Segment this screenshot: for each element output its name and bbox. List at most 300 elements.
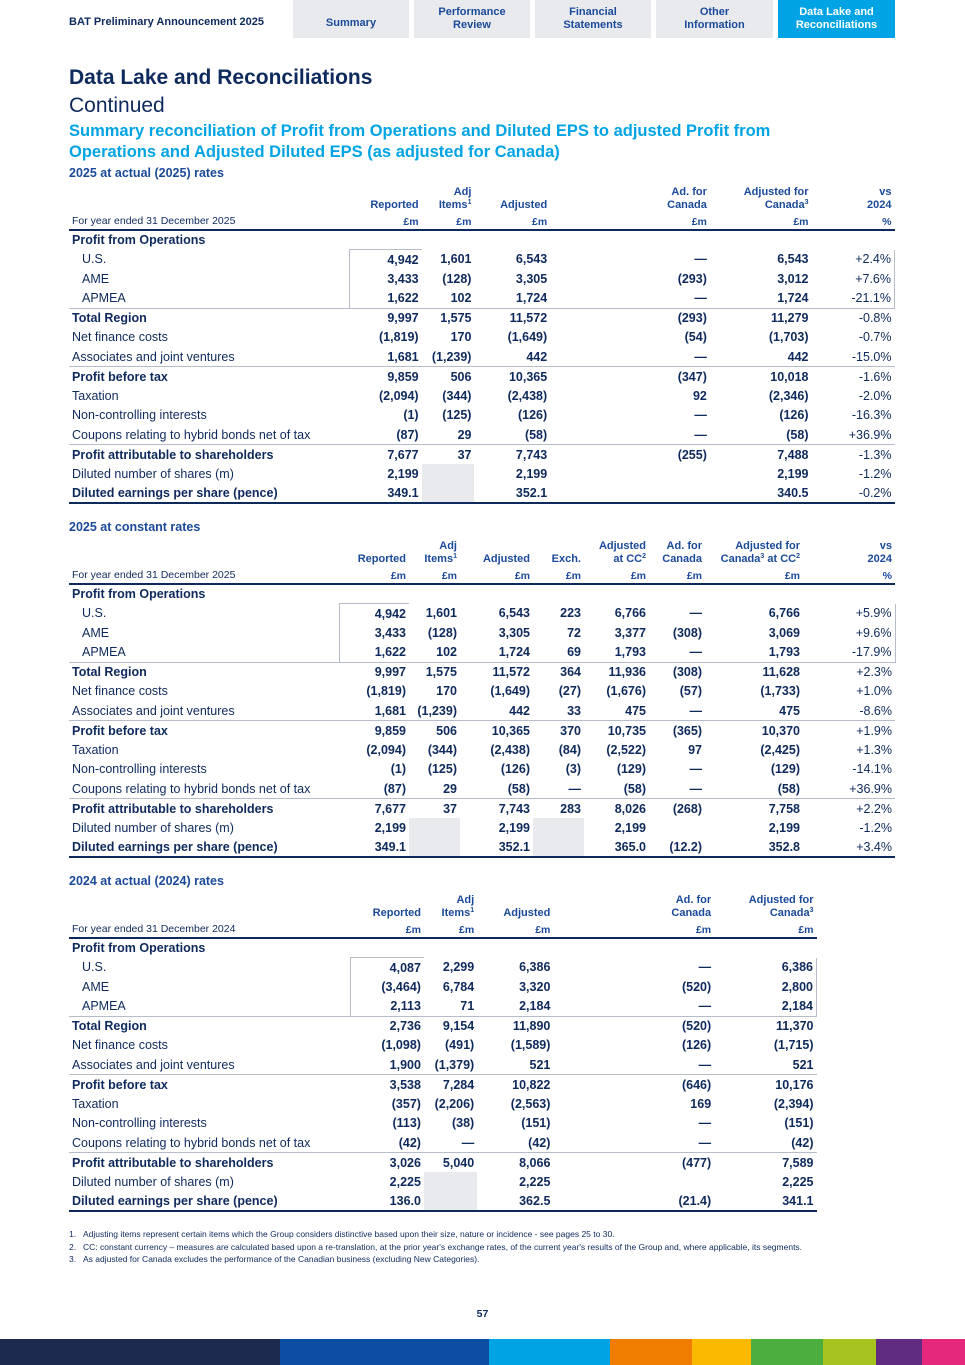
table-row: [69, 464, 895, 484]
row-label: Coupons relating to hybrid bonds net of tax: [69, 779, 339, 799]
cell-can: —: [550, 347, 710, 367]
table-row: [69, 779, 895, 799]
cell-adjd: 521: [477, 1055, 553, 1075]
col-adj: Adj: [439, 540, 457, 552]
table-row: [69, 1153, 817, 1173]
cell-afc: 2,800: [714, 977, 816, 997]
cell-afc: 6,543: [777, 252, 809, 267]
empty-cell: [349, 230, 422, 250]
row-label: Non-controlling interests: [72, 408, 207, 423]
cell-can: [550, 464, 710, 484]
cell-adj: [424, 1172, 477, 1192]
cell-afc: 10,176: [775, 1077, 814, 1092]
col-reported: Reported: [370, 199, 419, 211]
footnote-ref: 3: [760, 553, 765, 560]
cell-adjd: 442: [460, 701, 533, 721]
cell-adj: 29: [409, 779, 460, 799]
tab-financial-statements[interactable]: [535, 0, 651, 38]
tab-summary[interactable]: [293, 0, 409, 38]
cell-cc: (2,522): [606, 742, 646, 757]
cell-can: —: [698, 1116, 712, 1131]
cell-adj: [422, 464, 475, 484]
cell-rep: (1): [403, 408, 419, 423]
table-row: [69, 760, 895, 780]
empty-cell: [422, 230, 475, 250]
cell-rep: 4,942: [339, 604, 409, 624]
row-label: U.S.: [82, 606, 107, 621]
row-label: Taxation: [72, 1096, 119, 1111]
row-label: Non-controlling interests: [72, 762, 207, 777]
top-navigation: [0, 0, 965, 38]
cell-rep: 3,026: [351, 1153, 424, 1173]
cell-rep: 3,538: [389, 1077, 421, 1092]
cell-rep: (42): [351, 1133, 424, 1153]
cell-vs: -17.9%: [803, 643, 895, 663]
cell-vs: +2.4%: [812, 250, 895, 270]
empty-cell: [409, 584, 460, 604]
cell-exch: 223: [560, 606, 581, 621]
cell-can: (308): [672, 625, 702, 640]
period-label: For year ended 31 December 2025: [69, 567, 339, 584]
cell-adj: 1,575: [425, 665, 457, 679]
cell-adj: (1,239): [422, 347, 475, 367]
cell-can: —: [694, 252, 707, 267]
unit: £m: [705, 567, 803, 584]
cell-rep: 4,942: [349, 250, 422, 270]
cell-adj: 7,284: [442, 1077, 475, 1092]
cell-afc: 1,724: [710, 289, 812, 309]
cell-rep: 349.1: [349, 484, 422, 504]
cell-rep: 2,199: [374, 820, 406, 835]
cell-rep: (87): [339, 779, 409, 799]
cell-afc: 10,018: [770, 369, 809, 384]
cell-afc: 11,628: [762, 665, 800, 679]
cell-adjd: 6,543: [498, 606, 530, 621]
cell-rep: (113): [392, 1116, 421, 1131]
cell-rep: 2,225: [389, 1174, 421, 1189]
cell-rep: (3,464): [351, 977, 424, 997]
cell-cc: 10,735: [607, 723, 646, 738]
cell-rep: 136.0: [351, 1192, 424, 1212]
cell-can: (477): [553, 1153, 714, 1173]
footnote: [69, 1241, 802, 1254]
unit: £m: [649, 567, 705, 584]
row-label: APMEA: [69, 289, 349, 309]
cell-afc: (2,346): [768, 388, 809, 403]
unit: £m: [409, 567, 460, 584]
table-2025-actual: [69, 183, 895, 504]
cell-rep: 1,622: [339, 643, 409, 663]
col-adjusted: Adjusted: [503, 907, 551, 919]
unit: £m: [550, 213, 710, 230]
cell-can: —: [553, 1055, 714, 1075]
cell-cc: (1,676): [606, 684, 646, 699]
footer-segment: [751, 1339, 823, 1365]
unit: £m: [477, 921, 553, 938]
footnote-ref: 3: [804, 199, 809, 206]
cell-afc: 2,184: [714, 997, 816, 1017]
cell-can: —: [694, 408, 707, 423]
cell-can: 92: [692, 388, 707, 403]
row-label: Diluted earnings per share (pence): [69, 1192, 351, 1212]
table-row: [69, 1094, 817, 1114]
cell-afc: 521: [714, 1055, 816, 1075]
cell-exch: 72: [567, 625, 581, 640]
cell-exch: —: [533, 779, 584, 799]
table-row: [69, 425, 895, 445]
page-number: 57: [476, 1308, 489, 1320]
table-row: [69, 977, 817, 997]
cell-adj: 170: [450, 330, 472, 345]
cell-can: (268): [649, 799, 705, 819]
cell-can: —: [649, 779, 705, 799]
cell-can: —: [553, 1133, 714, 1153]
cell-adj: (344): [442, 388, 472, 403]
footer-segment: [876, 1339, 922, 1365]
unit: %: [803, 567, 895, 584]
cell-adj: 1,601: [425, 606, 457, 621]
unit: £m: [474, 213, 550, 230]
unit: £m: [710, 213, 812, 230]
cell-vs: +7.6%: [812, 269, 895, 289]
cell-can: (646): [681, 1077, 712, 1092]
table-row: [69, 1133, 817, 1153]
footnote-number: 1.: [69, 1229, 77, 1239]
cell-cc: 2,199: [614, 820, 646, 835]
cell-vs: -15.0%: [812, 347, 895, 367]
cell-adj: 506: [436, 723, 457, 738]
table1-title: 2025 at actual (2025) rates: [69, 166, 224, 180]
table-row: [69, 308, 895, 328]
cell-rep: 7,677: [339, 799, 409, 819]
cell-afc: (42): [714, 1133, 816, 1153]
empty-cell: [533, 584, 584, 604]
cell-vs: +1.0%: [856, 684, 892, 699]
cell-rep: 2,113: [351, 997, 424, 1017]
cell-exch: (84): [558, 742, 581, 757]
cell-rep: 1,681: [349, 347, 422, 367]
cell-adj: 1,601: [440, 252, 472, 267]
footnote-ref: 1: [467, 199, 472, 206]
row-label: Total Region: [72, 311, 147, 325]
cell-vs: -21.1%: [812, 289, 895, 309]
table-row: [69, 328, 895, 348]
unit: £m: [349, 213, 422, 230]
cell-can: —: [649, 701, 705, 721]
cell-cc: 3,377: [614, 625, 646, 640]
cell-vs: +1.9%: [856, 723, 892, 738]
footnote-ref: 1: [470, 907, 475, 914]
cell-can: [550, 484, 710, 504]
cell-vs: -1.6%: [858, 369, 892, 384]
cell-vs: +36.9%: [812, 425, 895, 445]
cell-rep: 2,199: [387, 466, 419, 481]
cell-adjd: (2,438): [490, 742, 530, 757]
row-label: Diluted earnings per share (pence): [69, 484, 349, 504]
footnote: [69, 1253, 802, 1266]
footnote-text: Adjusting items represent certain items which the Group considers distinctive based upon their size, nature or incidence - see pages 25 to 30.: [83, 1229, 615, 1239]
cell-rep: 4,087: [351, 958, 424, 978]
cell-vs: -8.6%: [803, 701, 895, 721]
cell-adjd: (1,589): [510, 1038, 551, 1053]
empty-cell: [584, 584, 649, 604]
cell-can: (57): [679, 684, 702, 699]
unit: £m: [533, 567, 584, 584]
col-canada: Canada: [667, 199, 707, 211]
unit: £m: [351, 921, 424, 938]
col-items: Items: [438, 199, 468, 211]
col-adjusted: Adjusted: [482, 553, 530, 565]
col-adjusted-for: Adjusted for: [743, 186, 809, 198]
row-label: Non-controlling interests: [72, 1116, 207, 1131]
table-row: [69, 269, 895, 289]
table-row: [69, 484, 895, 504]
empty-cell: [477, 938, 553, 958]
col-canada: Canada: [764, 199, 805, 211]
row-label: Profit before tax: [72, 1077, 168, 1092]
tab-data-lake-reconciliations[interactable]: [778, 0, 895, 38]
cell-can: —: [689, 762, 702, 777]
cell-adj: [409, 818, 460, 838]
cell-adjd: 6,386: [519, 960, 551, 975]
row-label: Profit before tax: [72, 369, 168, 384]
row-label: Net finance costs: [72, 330, 168, 345]
cell-can: (21.4): [553, 1192, 714, 1212]
cell-adj: (344): [427, 742, 457, 757]
col-year: 2024: [867, 553, 892, 565]
cell-afc: 2,199: [777, 466, 809, 481]
cell-cc: 475: [584, 701, 649, 721]
cell-rep: 1,622: [349, 289, 422, 309]
empty-cell: [803, 584, 895, 604]
cell-rep: 3,433: [349, 269, 422, 289]
footnote-number: 2.: [69, 1241, 77, 1252]
empty-cell: [550, 230, 710, 250]
cell-rep: (1,819): [378, 330, 419, 345]
cell-vs: -0.7%: [858, 330, 892, 345]
cell-afc: (58): [705, 779, 803, 799]
cell-adjd: (2,563): [510, 1096, 551, 1111]
cell-adjd: (58): [474, 425, 550, 445]
table-2024-actual: [69, 891, 817, 1212]
cell-can: —: [550, 289, 710, 309]
row-label: AME: [82, 271, 110, 286]
col-at-cc: at CC: [764, 553, 797, 565]
cell-afc: 2,225: [782, 1174, 814, 1189]
section-heading: Profit from Operations: [72, 941, 206, 956]
cell-adj: 37: [422, 445, 475, 465]
cell-afc: 11,279: [770, 311, 809, 325]
cell-adjd: (42): [477, 1133, 553, 1153]
row-label: Coupons relating to hybrid bonds net of tax: [69, 1133, 351, 1153]
tab-other-information[interactable]: [656, 0, 773, 38]
table-row: [69, 1172, 817, 1192]
cell-adj: 506: [450, 369, 472, 384]
row-label: Total Region: [72, 665, 147, 679]
cell-adj: [422, 484, 475, 504]
cell-rep: (87): [349, 425, 422, 445]
cell-rep: 2,736: [389, 1019, 421, 1033]
cell-can: (126): [681, 1038, 712, 1053]
footer-segment: [280, 1339, 489, 1365]
cell-afc: 7,758: [705, 799, 803, 819]
brand-title: BAT Preliminary Announcement 2025: [69, 16, 264, 28]
cell-adj: 102: [409, 643, 460, 663]
table-row: [69, 799, 895, 819]
col-canada: Canada: [662, 553, 702, 565]
footer-segment: [692, 1339, 751, 1365]
footnote-ref: 2: [642, 553, 646, 560]
cell-adjd: 2,199: [498, 820, 530, 835]
period-label: For year ended 31 December 2025: [69, 213, 349, 230]
cell-adjd: 10,365: [491, 723, 530, 738]
cell-rep: (1): [390, 762, 406, 777]
cell-exch: (3): [565, 762, 581, 777]
cell-exch: 364: [560, 665, 581, 679]
row-label: APMEA: [69, 997, 351, 1017]
col-items: Items: [424, 553, 454, 565]
unit: £m: [584, 567, 649, 584]
cell-cc: (129): [616, 762, 646, 777]
cell-exch: [533, 838, 584, 858]
cell-vs: -1.2%: [858, 466, 892, 481]
row-label: APMEA: [69, 643, 339, 663]
tab-data-lake-label: Data Lake and Reconciliations: [795, 6, 878, 31]
row-label: Diluted number of shares (m): [72, 820, 234, 835]
cell-afc: 352.8: [705, 838, 803, 858]
cell-afc: 6,386: [714, 958, 816, 978]
cell-exch: [533, 818, 584, 838]
cell-rep: 9,859: [387, 369, 419, 384]
table-row: [69, 701, 895, 721]
row-label: Profit before tax: [72, 723, 168, 738]
table-row: [69, 818, 895, 838]
page-title-continued: Continued: [69, 94, 165, 117]
cell-can: (54): [684, 330, 707, 345]
cell-vs: +3.4%: [803, 838, 895, 858]
cell-exch: 370: [560, 723, 581, 738]
table-row: [69, 721, 895, 741]
cell-adj: 5,040: [424, 1153, 477, 1173]
cell-afc: 3,012: [777, 271, 809, 286]
col-at-cc: at CC: [613, 553, 643, 565]
cell-can: —: [553, 997, 714, 1017]
table-row: [69, 682, 895, 702]
cell-cc: 6,766: [614, 606, 646, 621]
cell-afc: (129): [770, 762, 800, 777]
cell-adjd: (1,649): [507, 330, 548, 345]
cell-can: —: [649, 643, 705, 663]
table-row: [69, 250, 895, 270]
cell-adj: 170: [436, 684, 457, 699]
cell-adjd: 11,572: [492, 665, 530, 679]
col-adj: Adj: [456, 894, 475, 906]
row-label: Associates and joint ventures: [69, 701, 339, 721]
row-label: Taxation: [72, 742, 119, 757]
empty-cell: [553, 938, 714, 958]
col-canada: Canada: [671, 907, 712, 919]
cell-vs: +1.3%: [856, 742, 892, 757]
cell-cc: 1,793: [584, 643, 649, 663]
unit: %: [812, 213, 895, 230]
cell-vs: -0.8%: [858, 311, 892, 325]
empty-cell: [714, 938, 816, 958]
cell-vs: -1.2%: [859, 820, 892, 835]
cell-adjd: (2,438): [507, 388, 548, 403]
col-year: 2024: [867, 199, 892, 211]
section-heading: Profit from Operations: [72, 233, 206, 248]
cell-adjd: (58): [460, 779, 533, 799]
cell-can: (520): [681, 979, 712, 994]
cell-afc: 341.1: [714, 1192, 816, 1212]
cell-adjd: 8,066: [477, 1153, 553, 1173]
tab-performance-review-label: Performance Review: [438, 6, 506, 31]
empty-cell: [710, 230, 812, 250]
col-exch: Exch.: [551, 553, 581, 565]
col-ad-for: Ad. for: [675, 894, 712, 906]
row-label: Coupons relating to hybrid bonds net of tax: [69, 425, 349, 445]
cell-adjd: 1,724: [460, 643, 533, 663]
cell-can: [649, 818, 705, 838]
col-adjusted-for: Adjusted for: [748, 894, 814, 906]
cell-adjd: (126): [517, 408, 548, 423]
unit: £m: [714, 921, 816, 938]
cell-vs: -16.3%: [851, 408, 892, 423]
unit: £m: [339, 567, 409, 584]
cell-can: (255): [550, 445, 710, 465]
tab-other-information-label: Other Information: [684, 6, 745, 31]
cell-rep: (1,098): [381, 1038, 421, 1053]
cell-afc: 340.5: [710, 484, 812, 504]
empty-cell: [424, 938, 477, 958]
page-title: Data Lake and Reconciliations: [69, 66, 373, 89]
footnote-ref: 3: [809, 907, 814, 914]
table-row: [69, 1016, 817, 1036]
row-label: Taxation: [72, 388, 119, 403]
empty-cell: [649, 584, 705, 604]
empty-cell: [351, 938, 424, 958]
footer-segment: [489, 1339, 610, 1365]
tab-performance-review[interactable]: [414, 0, 530, 38]
footer-segment: [922, 1339, 965, 1365]
cell-afc: (1,733): [760, 684, 800, 699]
cell-adj: (1,239): [409, 701, 460, 721]
empty-cell: [339, 584, 409, 604]
cell-afc: 7,488: [710, 445, 812, 465]
table-row: [69, 1036, 817, 1056]
cell-rep: (2,094): [378, 388, 419, 403]
row-label: U.S.: [82, 960, 107, 975]
cell-rep: 1,900: [351, 1055, 424, 1075]
unit: £m: [553, 921, 714, 938]
table3-title: 2024 at actual (2024) rates: [69, 874, 224, 888]
cell-can: —: [550, 425, 710, 445]
row-label: AME: [82, 979, 110, 994]
cell-rep: 9,997: [387, 311, 419, 325]
row-label: Profit attributable to shareholders: [69, 1153, 351, 1173]
cell-can: (293): [677, 271, 707, 286]
tab-summary-label: Summary: [325, 16, 377, 29]
table-row: [69, 740, 895, 760]
col-adj: Adj: [453, 186, 472, 198]
row-label: Net finance costs: [72, 684, 168, 699]
cell-can: 97: [688, 742, 702, 757]
cell-adjd: 2,225: [519, 1174, 551, 1189]
cell-afc: (2,394): [773, 1096, 814, 1111]
table-row: [69, 367, 895, 387]
cell-adjd: 2,199: [515, 466, 548, 481]
cell-afc: 1,793: [705, 643, 803, 663]
